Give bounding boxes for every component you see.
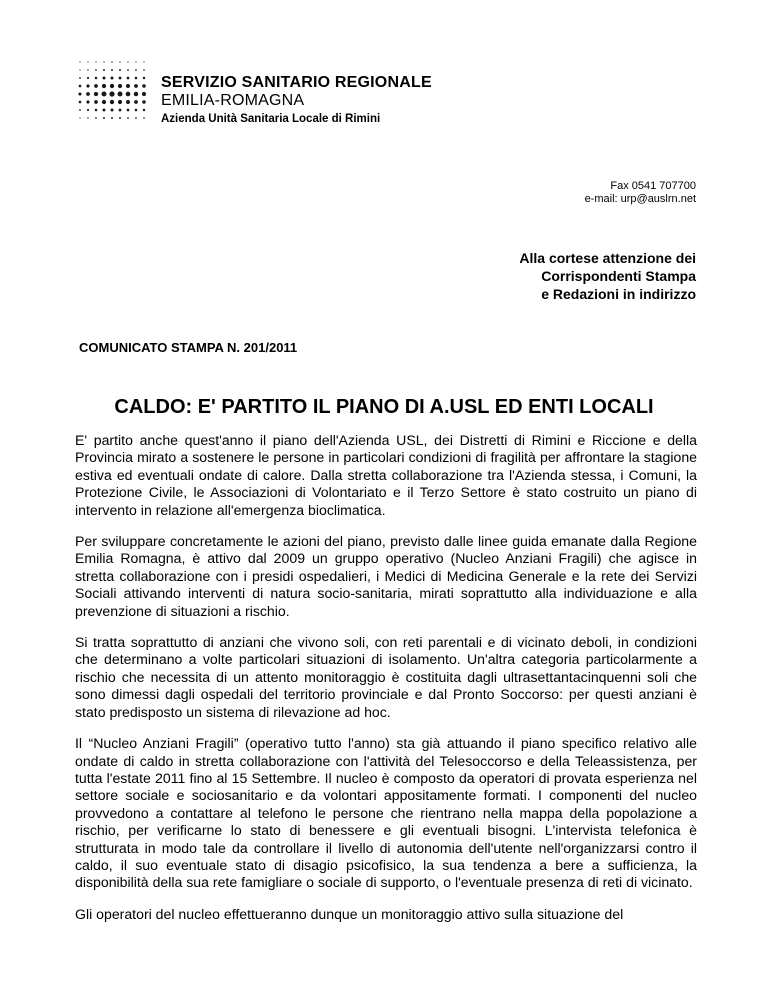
paragraph: Per sviluppare concretamente le azioni del piano, previsto dalle linee guida emanate dalla Regione Emilia Romagna, è attivo dal 2009 un gruppo operativo (Nucleo Anziani Fragili) che agisce in stretta collaborazione con i presidi ospedalieri, i Medici di Medicina Generale e la rete dei Servizi Sociali attivando interventi di natura socio-sanitaria, mirati soprattutto alla individuazione e alla prevenzione di situazioni a rischio. — [75, 533, 697, 619]
logo-dot — [103, 69, 105, 71]
address-line-2: Corrispondenti Stampa — [541, 268, 696, 284]
logo-dot — [143, 117, 145, 119]
logo-dot — [127, 117, 129, 119]
logo-dot — [79, 61, 80, 62]
logo-dot — [127, 61, 128, 62]
logo-dot — [118, 84, 122, 88]
logo-dot — [143, 69, 145, 71]
logo-dot — [79, 69, 80, 70]
fax-number: Fax 0541 707700 — [610, 180, 696, 192]
logo-dot — [134, 100, 138, 104]
logo-dot — [86, 84, 89, 87]
logo-dot — [103, 109, 106, 112]
logo-dot — [142, 92, 146, 96]
logo-dot — [119, 61, 120, 62]
logo-dot — [134, 92, 138, 96]
logo-dot — [126, 84, 130, 88]
paragraph: Gli operatori del nucleo effettueranno dunque un monitoraggio attivo sulla situazione del — [75, 905, 624, 922]
logo-dot — [78, 92, 81, 95]
logo-dot — [119, 117, 121, 119]
logo — [76, 58, 436, 128]
logo-dot — [95, 61, 96, 62]
logo-dot — [111, 61, 112, 62]
logo-dot — [126, 92, 131, 97]
logo-dot — [102, 92, 107, 97]
logo-dot — [110, 84, 114, 88]
logo-dot — [135, 77, 138, 80]
logo-dot — [87, 109, 89, 111]
logo-dot — [119, 69, 121, 71]
logo-dot — [95, 117, 97, 119]
contact-info — [585, 180, 696, 206]
logo-dot — [103, 117, 105, 119]
logo-dot — [86, 92, 90, 96]
logo-dot — [119, 109, 122, 112]
logo-dot — [79, 101, 82, 104]
logo-dot — [109, 91, 114, 96]
logo-dot — [79, 85, 82, 88]
logo-dot — [87, 117, 88, 118]
logo-dot — [135, 69, 137, 71]
logo-dot — [87, 77, 89, 79]
body-text — [75, 432, 697, 937]
headline: CALDO: E' PARTITO IL PIANO DI A.USL ED ENTI LOCALI — [114, 396, 654, 418]
logo-dot — [111, 69, 113, 71]
logo-dot — [135, 61, 136, 62]
logo-dot — [102, 100, 106, 104]
logo-dot — [110, 100, 114, 104]
logo-dot — [86, 100, 89, 103]
logo-dot — [142, 100, 146, 104]
logo-dot — [135, 109, 138, 112]
logo-dot — [95, 69, 97, 71]
logo-dot — [103, 77, 106, 80]
logo-dot — [143, 109, 145, 111]
logo-dot — [79, 77, 81, 79]
paragraph: E' partito anche quest'anno il piano dell'Azienda USL, dei Distretti di Rimini e Riccione e della Provincia mirato a sostenere le persone in particolari condizioni di fragilità per affrontare la stagione estiva ed eventuali ondate di calore. Dalla stretta collaborazione tra l'Azienda stessa, i Comuni, la Protezione Civile, le Associazioni di Volontariato e il Terzo Settore è stato costruito un piano di intervento in relazione all'emergenza bioclimatica. — [75, 432, 697, 518]
email-address: e-mail: urp@auslrn.net — [584, 193, 696, 205]
logo-dot — [118, 92, 123, 97]
logo-dot — [95, 109, 98, 112]
logo-dot — [111, 109, 114, 112]
dot-grid-icon — [76, 58, 156, 128]
logo-dot — [111, 117, 113, 119]
logo-region: EMILIA-ROMAGNA — [161, 92, 305, 109]
logo-dot — [94, 100, 98, 104]
address-line-1: Alla cortese attenzione dei — [519, 250, 696, 266]
logo-dot — [111, 77, 114, 80]
logo-dot — [94, 84, 98, 88]
logo-dot — [127, 77, 130, 80]
logo-dot — [95, 77, 98, 80]
logo-dot — [126, 100, 130, 104]
logo-dot — [94, 92, 98, 96]
logo-dot — [119, 77, 122, 80]
logo-dot — [135, 117, 137, 119]
address-line-3: e Redazioni in indirizzo — [541, 286, 696, 302]
logo-org-name: SERVIZIO SANITARIO REGIONALE — [161, 74, 432, 91]
logo-dot — [143, 77, 145, 79]
logo-dot — [142, 84, 146, 88]
paragraph: Si tratta soprattutto di anziani che vivono soli, con reti parentali e di vicinato deboli, in condizioni che determinano a volte particolari situazioni di isolamento. Un'altra categoria particolarmente a rischio che necessita di un attento monitoraggio è costituita dagli ultrasettantacinquenni soli che sono dimessi dagli ospedali del territorio provinciale e dal Pronto Soccorso: per questi anziani è stato predisposto un sistema di rilevazione ad hoc. — [75, 634, 697, 720]
logo-dot — [79, 117, 80, 118]
logo-agency: Azienda Unità Sanitaria Locale di Rimini — [161, 113, 381, 125]
logo-text — [161, 74, 432, 128]
logo-dot — [79, 109, 81, 111]
logo-dot — [103, 61, 104, 62]
logo-dot — [127, 109, 130, 112]
logo-dot — [127, 69, 129, 71]
paragraph: Il “Nucleo Anziani Fragili” (operativo tutto l'anno) sta già attuando il piano specifico relativo alle ondate di caldo in stretta collaborazione con l'attività del Telesoccorso e della Teleassistenza, per tutta l'estate 2011 fino al 15 Settembre. Il nucleo è composto da operatori di provata esperienza nel settore sociale e sociosanitario e da volontari appositamente formati. I componenti del nucleo provvedono a contattare al telefono le persone che rientrano nella mappa della popolazione a rischio, per verificarne lo stato di benessere e gli eventuali bisogni. L'intervista telefonica è strutturata in modo tale da controllare il livello di autonomia dell'utente nell'organizzarsi contro il caldo, il suo eventuale stato di disagio psicofisico, la sua tendenza a bere a sufficienza, la disponibilità della sua rete famigliare o sociale di supporto, o l'eventuale presenza di reti di vicinato. — [75, 735, 697, 891]
logo-dot — [134, 84, 138, 88]
logo-dot — [102, 84, 106, 88]
logo-dot — [87, 61, 88, 62]
recipient-address — [519, 249, 696, 303]
press-release-number: COMUNICATO STAMPA N. 201/2011 — [79, 340, 298, 355]
logo-dot — [87, 69, 88, 70]
logo-dot — [118, 100, 122, 104]
logo-dot — [143, 61, 144, 62]
